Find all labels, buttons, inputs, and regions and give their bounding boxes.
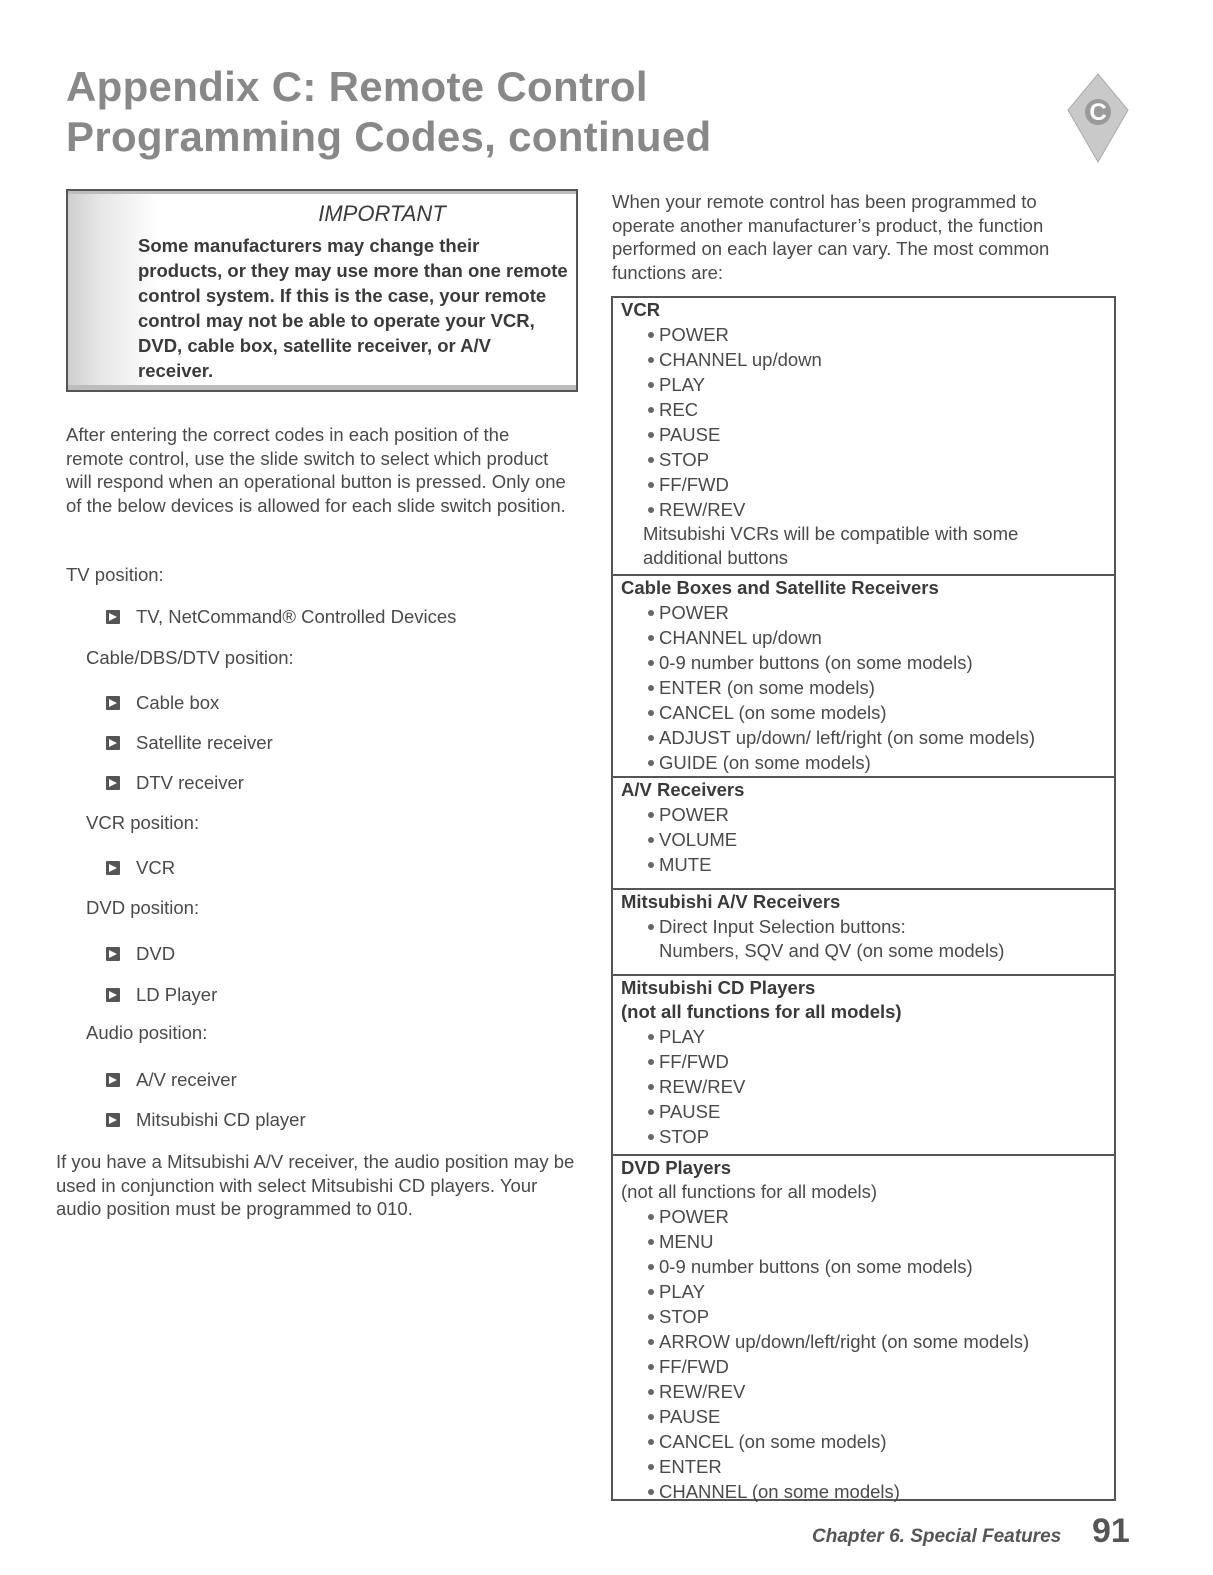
function-list xyxy=(613,1024,1114,1149)
device-label: A/V receiver xyxy=(136,1069,237,1090)
device-label: DVD xyxy=(136,943,176,964)
device-label: Satellite receiver xyxy=(136,732,273,753)
function-item xyxy=(613,472,1114,497)
function-item xyxy=(613,625,1114,650)
title-line-1: Appendix C: Remote Control xyxy=(66,63,648,110)
important-heading: IMPORTANT xyxy=(318,201,446,226)
function-item xyxy=(613,497,1114,522)
device-label: Mitsubishi CD player xyxy=(136,1109,306,1130)
function-label: POWER xyxy=(659,1206,729,1227)
device-label: TV, NetCommand® Controlled Devices xyxy=(136,606,457,627)
intro-paragraph: After entering the correct codes in each position of the remote control, use the slide switch to select which product will respond when an operational button is pressed. Only one of the below devices is allowed for each slide switch position. xyxy=(66,424,566,516)
device-item xyxy=(106,943,175,965)
device-label: VCR xyxy=(136,857,176,878)
function-label: ADJUST up/down/ left/right (on some models) xyxy=(659,727,1035,748)
device-item xyxy=(106,606,456,628)
function-list xyxy=(613,322,1114,522)
function-label: STOP xyxy=(659,1306,710,1327)
function-item xyxy=(613,397,1114,422)
function-item xyxy=(613,447,1114,472)
function-label: STOP xyxy=(659,449,710,470)
function-item xyxy=(613,852,1114,877)
function-item xyxy=(613,1354,1114,1379)
function-item xyxy=(613,650,1114,675)
function-item xyxy=(613,1279,1114,1304)
arrow-bullet-icon xyxy=(106,736,120,750)
function-list xyxy=(613,914,1114,939)
functions-table xyxy=(611,296,1116,1501)
section-subtitle: (not all functions for all models) xyxy=(621,1181,878,1202)
function-label: REW/REV xyxy=(659,499,746,520)
section-note: Numbers, SQV and QV (on some models) xyxy=(659,940,1005,961)
audio-position-label: Audio position: xyxy=(86,1022,208,1043)
title-line-2: Programming Codes, continued xyxy=(66,113,712,160)
function-label: REW/REV xyxy=(659,1076,746,1097)
function-label: PLAY xyxy=(659,374,705,395)
dvd-position-label: DVD position: xyxy=(86,897,200,918)
function-item xyxy=(613,1049,1114,1074)
function-item xyxy=(613,1024,1114,1049)
function-item xyxy=(613,1204,1114,1229)
section-title: A/V Receivers xyxy=(621,779,745,800)
function-item xyxy=(613,1329,1114,1354)
function-label: REC xyxy=(659,399,699,420)
function-item xyxy=(613,1454,1114,1479)
device-item xyxy=(106,692,219,714)
function-label: CANCEL (on some models) xyxy=(659,1431,887,1452)
audio-note-paragraph: If you have a Mitsubishi A/V receiver, the audio position may be used in conjunction with select Mitsubishi CD players. Your audio position must be programmed to 010. xyxy=(56,1151,575,1219)
function-label: FF/FWD xyxy=(659,474,729,495)
device-item xyxy=(106,772,244,794)
function-label: 0-9 number buttons (on some models) xyxy=(659,1256,973,1277)
dvd-section xyxy=(613,1154,1114,1501)
cable-section xyxy=(613,574,1114,776)
important-notice xyxy=(66,189,578,392)
section-note: additional buttons xyxy=(643,547,789,568)
arrow-bullet-icon xyxy=(106,1113,120,1127)
function-item xyxy=(613,827,1114,852)
function-label: PLAY xyxy=(659,1281,705,1302)
function-label: PAUSE xyxy=(659,1101,721,1122)
function-label: CHANNEL up/down xyxy=(659,349,822,370)
vcr-section xyxy=(613,298,1114,574)
device-item xyxy=(106,1069,237,1091)
function-item xyxy=(613,1254,1114,1279)
arrow-bullet-icon xyxy=(106,947,120,961)
function-label: ENTER xyxy=(659,1456,722,1477)
device-label: Cable box xyxy=(136,692,220,713)
device-label: DTV receiver xyxy=(136,772,244,793)
function-label: 0-9 number buttons (on some models) xyxy=(659,652,973,673)
function-label: MENU xyxy=(659,1231,714,1252)
section-title: VCR xyxy=(621,299,661,320)
arrow-bullet-icon xyxy=(106,1073,120,1087)
function-item xyxy=(613,675,1114,700)
mitsubishi-cd-section xyxy=(613,974,1114,1154)
function-label: CANCEL (on some models) xyxy=(659,702,887,723)
section-title: Cable Boxes and Satellite Receivers xyxy=(621,577,939,598)
function-label: CHANNEL (on some models) xyxy=(659,1481,900,1502)
device-item xyxy=(106,732,273,754)
section-title: DVD Players xyxy=(621,1157,732,1178)
mitsubishi-av-section xyxy=(613,888,1114,974)
function-item xyxy=(613,347,1114,372)
function-item xyxy=(613,1479,1114,1504)
function-item xyxy=(613,1404,1114,1429)
page-title xyxy=(66,62,711,162)
function-item xyxy=(613,1429,1114,1454)
function-item xyxy=(613,1304,1114,1329)
function-label: ARROW up/down/left/right (on some models) xyxy=(659,1331,1030,1352)
function-list xyxy=(613,1204,1114,1504)
function-item xyxy=(613,1099,1114,1124)
section-note: Mitsubishi VCRs will be compatible with some xyxy=(643,523,1019,544)
function-item xyxy=(613,750,1114,775)
vcr-position-label: VCR position: xyxy=(86,812,200,833)
function-item xyxy=(613,700,1114,725)
function-label: GUIDE (on some models) xyxy=(659,752,871,773)
arrow-bullet-icon xyxy=(106,696,120,710)
important-body: Some manufacturers may change their products, or they may use more than one remote control system. If this is the case, your remote control may not be able to operate your VCR, DVD, cable box, satellite receiver, or A/V receiver. xyxy=(138,235,568,381)
functions-intro: When your remote control has been programmed to operate another manufacturer’s product, the function performed on each layer can vary. The most common functions are: xyxy=(612,191,1050,283)
appendix-tab-icon xyxy=(1066,72,1130,164)
function-list xyxy=(613,600,1114,775)
section-title: Mitsubishi CD Players xyxy=(621,977,816,998)
function-label: REW/REV xyxy=(659,1381,746,1402)
arrow-bullet-icon xyxy=(106,988,120,1002)
function-label: PLAY xyxy=(659,1026,705,1047)
arrow-bullet-icon xyxy=(106,610,120,624)
function-label: PAUSE xyxy=(659,424,721,445)
function-label: POWER xyxy=(659,804,729,825)
tv-position-label: TV position: xyxy=(66,564,164,585)
tab-letter: C xyxy=(1089,99,1107,126)
function-label: CHANNEL up/down xyxy=(659,627,822,648)
device-item xyxy=(106,857,175,879)
function-label: POWER xyxy=(659,602,729,623)
device-item xyxy=(106,1109,306,1131)
function-label: Direct Input Selection buttons: xyxy=(659,916,906,937)
notice-bottom-rule xyxy=(68,385,576,390)
function-item xyxy=(613,725,1114,750)
device-item xyxy=(106,984,217,1006)
function-item xyxy=(613,1124,1114,1149)
function-item xyxy=(613,372,1114,397)
av-receivers-section xyxy=(613,776,1114,888)
function-item xyxy=(613,322,1114,347)
function-item xyxy=(613,600,1114,625)
function-item xyxy=(613,1229,1114,1254)
function-label: POWER xyxy=(659,324,729,345)
footer-chapter: Chapter 6. Special Features xyxy=(812,1526,1062,1547)
function-label: ENTER (on some models) xyxy=(659,677,875,698)
cable-position-label: Cable/DBS/DTV position: xyxy=(86,647,294,668)
function-item xyxy=(613,914,1114,939)
function-label: FF/FWD xyxy=(659,1051,729,1072)
notice-top-rule xyxy=(68,191,576,194)
function-label: PAUSE xyxy=(659,1406,721,1427)
function-label: VOLUME xyxy=(659,829,738,850)
device-label: LD Player xyxy=(136,984,218,1005)
function-label: STOP xyxy=(659,1126,710,1147)
arrow-bullet-icon xyxy=(106,861,120,875)
arrow-bullet-icon xyxy=(106,776,120,790)
function-item xyxy=(613,422,1114,447)
section-title: Mitsubishi A/V Receivers xyxy=(621,891,841,912)
section-subtitle: (not all functions for all models) xyxy=(621,1001,902,1022)
function-label: MUTE xyxy=(659,854,712,875)
function-item xyxy=(613,1074,1114,1099)
function-item xyxy=(613,1379,1114,1404)
page-number: 91 xyxy=(1092,1512,1130,1550)
function-label: FF/FWD xyxy=(659,1356,729,1377)
function-item xyxy=(613,802,1114,827)
function-list xyxy=(613,802,1114,877)
